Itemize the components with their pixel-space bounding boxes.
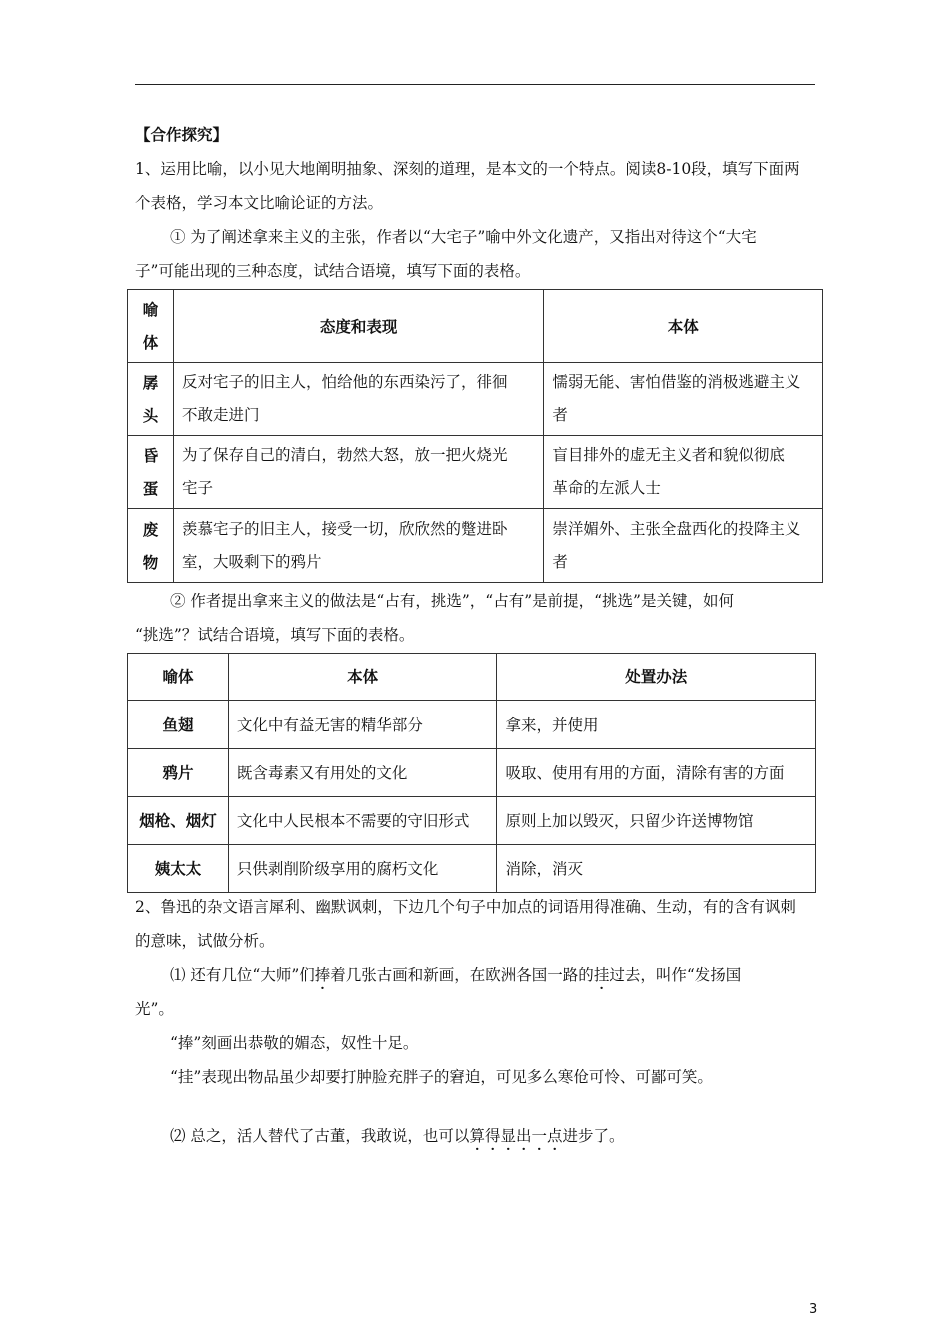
table2-handling-cell: 消除，消灭 — [497, 845, 816, 893]
table2-header-handling: 处置办法 — [497, 654, 816, 701]
table1-tenor-cell — [544, 436, 823, 509]
cell-line: 不敢走进门 — [181, 406, 260, 424]
dotted-char: 显 — [500, 1127, 516, 1145]
q2-item2 — [170, 1125, 860, 1147]
header-vehicle-char1: 喻 — [142, 300, 159, 319]
cell-line: 崇洋媚外、主张全盘西化的投降主义 — [552, 519, 801, 538]
metaphor-table-1 — [127, 289, 823, 583]
item1-text: 过去，叫作“发扬国 — [609, 966, 742, 984]
sub2-line1: ② 作者提出拿来主义的做法是“占有，挑选”，“占有”是前提，“挑选”是关键，如何 — [170, 592, 734, 610]
dotted-phrase — [469, 1127, 562, 1145]
table1-tenor-cell — [544, 509, 823, 583]
table-row — [128, 701, 816, 749]
dotted-char: 点 — [547, 1127, 563, 1145]
cell-line: 宅子 — [181, 479, 213, 497]
table2-handling-cell: 吸取、使用有用的方面，清除有害的方面 — [497, 749, 816, 797]
page-number: 3 — [809, 1302, 818, 1317]
cell-line: 者 — [552, 552, 568, 571]
table1-header-vehicle — [128, 290, 174, 363]
table2-tenor-cell: 只供剥削阶级享用的腐朽文化 — [228, 845, 497, 893]
cell-line: 羡慕宅子的旧主人，接受一切，欣欣然的蹩进卧 — [181, 519, 508, 538]
q2-answer1: “捧”刻画出恭敬的媚态，奴性十足。 — [170, 1034, 419, 1052]
vehicle-char: 昏 — [142, 446, 159, 465]
table1-header-attitude: 态度和表现 — [173, 290, 543, 363]
dotted-char: 一 — [531, 1127, 548, 1145]
table2-tenor-cell: 文化中人民根本不需要的守旧形式 — [228, 797, 497, 845]
table2-vehicle-cell: 烟枪、烟灯 — [128, 797, 229, 845]
q1-sub1-line1: ① 为了阐述拿来主义的主张，作者以“大宅子”喻中外文化遗产，又指出对待这个“大宅 — [170, 228, 757, 246]
sub2-line2: “挑选”？试结合语境，填写下面的表格。 — [135, 626, 415, 644]
q2-item1-line1 — [170, 964, 860, 986]
header-vehicle-char2: 体 — [142, 333, 159, 352]
table1-vehicle-cell — [128, 363, 174, 436]
q1-line1: 1、运用比喻，以小见大地阐明抽象、深刻的道理，是本文的一个特点。阅读8-10段，填写下面两 — [135, 160, 800, 178]
table1-vehicle-cell — [128, 436, 174, 509]
table2-handling-cell: 原则上加以毁灭，只留少许送博物馆 — [497, 797, 816, 845]
table1-header-tenor: 本体 — [544, 290, 823, 363]
table2-header-tenor: 本体 — [228, 654, 497, 701]
table2-vehicle-cell: 鸦片 — [128, 749, 229, 797]
cell-line: 为了保存自己的清白，勃然大怒，放一把火烧光 — [181, 446, 508, 464]
metaphor-table-2 — [127, 653, 816, 893]
vehicle-char: 头 — [142, 406, 159, 425]
cell-line: 者 — [552, 406, 568, 424]
vehicle-char: 物 — [142, 552, 159, 572]
cell-line: 懦弱无能、害怕借鉴的消极逃避主义 — [552, 373, 801, 391]
cell-line: 室，大吸剩下的鸦片 — [181, 552, 322, 571]
q2-line2: 的意味，试做分析。 — [135, 932, 275, 950]
dotted-char: 得 — [484, 1127, 501, 1145]
table-row — [128, 797, 816, 845]
dotted-word: 捧 — [314, 966, 331, 984]
cell-line: 盲目排外的虚无主义者和貌似彻底 — [552, 446, 785, 464]
dotted-word: 挂 — [593, 966, 610, 984]
cell-line: 革命的左派人士 — [552, 479, 661, 497]
table2-vehicle-cell: 姨太太 — [128, 845, 229, 893]
cell-line: 反对宅子的旧主人，怕给他的东西染污了，徘徊 — [181, 373, 508, 391]
table-row — [128, 509, 823, 583]
q1-sub1-line2: 子”可能出现的三种态度，试结合语境，填写下面的表格。 — [135, 262, 531, 280]
table1-attitude-cell — [173, 509, 543, 583]
dotted-char: 出 — [515, 1127, 532, 1145]
table-row — [128, 749, 816, 797]
table1-header-row — [128, 290, 823, 363]
q1-line2: 个表格，学习本文比喻论证的方法。 — [135, 194, 384, 212]
table1-attitude-cell — [173, 436, 543, 509]
q2-answer2: “挂”表现出物品虽少却要打肿脸充胖子的窘迫，可见多么寒伧可怜、可鄙可笑。 — [170, 1068, 713, 1086]
table2-header-vehicle: 喻体 — [128, 654, 229, 701]
table2-handling-cell: 拿来，并使用 — [497, 701, 816, 749]
item1-text: 着几张古画和新画，在欧洲各国一路的 — [330, 966, 594, 984]
section-title: 【合作探究】 — [135, 125, 229, 144]
vehicle-char: 废 — [142, 519, 159, 539]
table1-tenor-cell — [544, 363, 823, 436]
item2-text: 进步了。 — [562, 1127, 625, 1145]
table-row — [128, 363, 823, 436]
table-row — [128, 845, 816, 893]
table2-tenor-cell: 文化中有益无害的精华部分 — [228, 701, 497, 749]
item1-text: ⑴ 还有几位“大师”们 — [170, 966, 315, 984]
table-row — [128, 436, 823, 509]
table2-header-row — [128, 654, 816, 701]
table2-tenor-cell: 既含毒素又有用处的文化 — [228, 749, 497, 797]
vehicle-char: 孱 — [142, 373, 159, 392]
dotted-char: 算 — [469, 1127, 485, 1145]
q2-item1-line2: 光”。 — [135, 1000, 174, 1018]
header-rule — [135, 84, 815, 85]
item2-text: ⑵ 总之，活人替代了古董，我敢说，也可以 — [170, 1127, 470, 1145]
q2-line1: 2、鲁迅的杂文语言犀利、幽默讽刺，下边几个句子中加点的词语用得准确、生动，有的含有讽刺 — [135, 898, 796, 916]
table1-attitude-cell — [173, 363, 543, 436]
table2-vehicle-cell: 鱼翅 — [128, 701, 229, 749]
table1-vehicle-cell — [128, 509, 174, 583]
vehicle-char: 蛋 — [142, 479, 159, 498]
